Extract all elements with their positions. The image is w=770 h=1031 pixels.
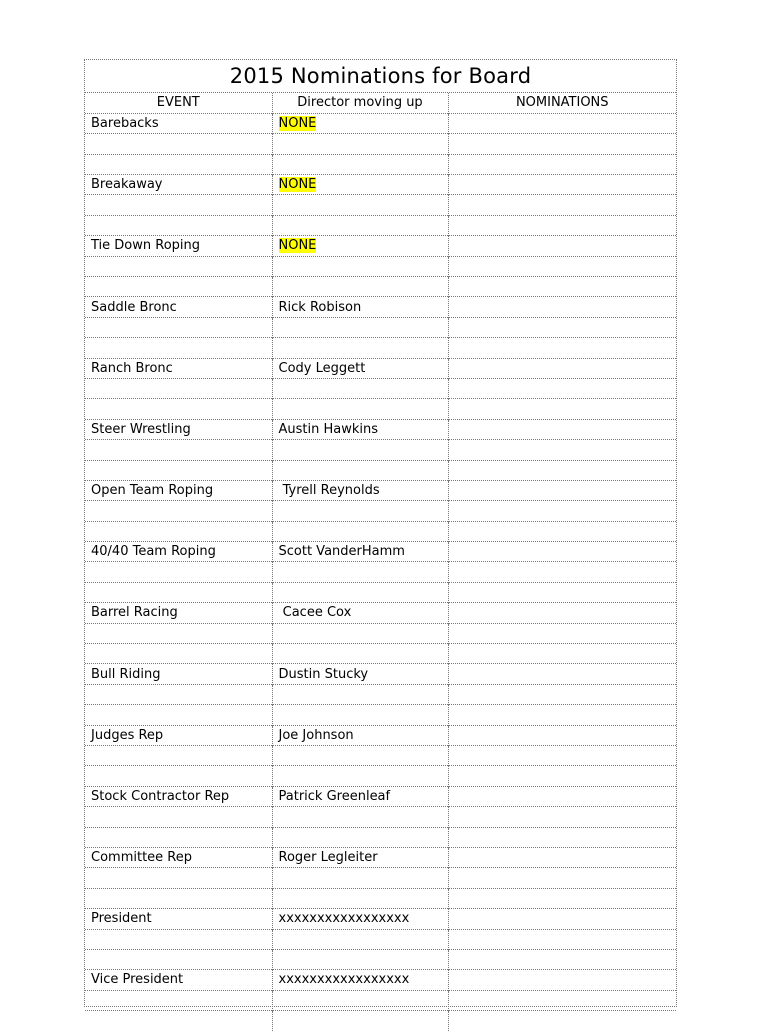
director-name: Patrick Greenleaf [278, 788, 391, 804]
blank-event-cell [85, 949, 272, 969]
table-row [85, 480, 676, 500]
blank-event-cell [85, 460, 272, 480]
blank-director-cell [272, 195, 448, 215]
blank-director-cell [272, 378, 448, 398]
director-name: NONE [278, 116, 317, 132]
blank-row [85, 807, 676, 827]
blank-row [85, 949, 676, 969]
event-cell: President [85, 909, 272, 929]
director-name: Cody Leggett [278, 360, 366, 376]
blank-event-cell [85, 807, 272, 827]
nomination-cell[interactable] [448, 603, 676, 623]
nomination-cell[interactable] [448, 664, 676, 684]
event-cell: Bull Riding [85, 664, 272, 684]
nomination-cell[interactable] [448, 358, 676, 378]
event-cell: Barrel Racing [85, 603, 272, 623]
director-cell [272, 297, 448, 317]
blank-director-cell [272, 990, 448, 1010]
blank-event-cell [85, 1011, 272, 1031]
blank-event-cell [85, 705, 272, 725]
blank-event-cell [85, 195, 272, 215]
director-cell [272, 480, 448, 500]
blank-event-cell [85, 766, 272, 786]
blank-event-cell [85, 317, 272, 337]
director-cell [272, 664, 448, 684]
blank-director-cell [272, 154, 448, 174]
blank-director-cell [272, 562, 448, 582]
blank-event-cell [85, 277, 272, 297]
header-row [85, 93, 676, 113]
blank-nomination-cell[interactable] [448, 623, 676, 643]
table-row [85, 542, 676, 562]
blank-nomination-cell[interactable] [448, 562, 676, 582]
event-cell: Steer Wrestling [85, 419, 272, 439]
blank-director-cell [272, 460, 448, 480]
blank-nomination-cell[interactable] [448, 521, 676, 541]
nomination-cell[interactable] [448, 419, 676, 439]
event-header: EVENT [156, 95, 200, 111]
director-name: NONE [278, 238, 317, 254]
blank-director-cell [272, 1011, 448, 1031]
blank-director-cell [272, 705, 448, 725]
director-name: Tyrell Reynolds [278, 483, 380, 499]
blank-nomination-cell[interactable] [448, 888, 676, 908]
blank-director-cell [272, 644, 448, 664]
blank-row [85, 154, 676, 174]
blank-nomination-cell[interactable] [448, 378, 676, 398]
table-row [85, 113, 676, 133]
blank-director-cell [272, 134, 448, 154]
blank-nomination-cell[interactable] [448, 399, 676, 419]
blank-nomination-cell[interactable] [448, 807, 676, 827]
blank-row [85, 277, 676, 297]
director-cell [272, 725, 448, 745]
event-cell: 40/40 Team Roping [85, 542, 272, 562]
event-cell: Barebacks [85, 113, 272, 133]
blank-nomination-cell[interactable] [448, 766, 676, 786]
blank-director-cell [272, 929, 448, 949]
nomination-cell[interactable] [448, 786, 676, 806]
table-row [85, 664, 676, 684]
blank-row [85, 378, 676, 398]
event-cell: Tie Down Roping [85, 236, 272, 256]
blank-row [85, 195, 676, 215]
blank-row [85, 766, 676, 786]
blank-row [85, 990, 676, 1010]
nomination-cell[interactable] [448, 297, 676, 317]
nomination-cell[interactable] [448, 542, 676, 562]
nomination-cell[interactable] [448, 909, 676, 929]
blank-row [85, 684, 676, 704]
blank-director-cell [272, 868, 448, 888]
director-name: Joe Johnson [278, 727, 354, 743]
blank-event-cell [85, 746, 272, 766]
director-cell [272, 542, 448, 562]
blank-nomination-cell[interactable] [448, 990, 676, 1010]
blank-row [85, 399, 676, 419]
blank-director-cell [272, 501, 448, 521]
blank-row [85, 888, 676, 908]
blank-nomination-cell[interactable] [448, 154, 676, 174]
blank-nomination-cell[interactable] [448, 256, 676, 276]
blank-nomination-cell[interactable] [448, 684, 676, 704]
blank-director-cell [272, 827, 448, 847]
blank-event-cell [85, 684, 272, 704]
blank-event-cell [85, 399, 272, 419]
table-row [85, 236, 676, 256]
director-header: Director moving up [272, 93, 448, 113]
blank-row [85, 256, 676, 276]
nomination-cell[interactable] [448, 236, 676, 256]
blank-row [85, 134, 676, 154]
blank-nomination-cell[interactable] [448, 582, 676, 602]
blank-event-cell [85, 868, 272, 888]
blank-nomination-cell[interactable] [448, 317, 676, 337]
blank-row [85, 623, 676, 643]
blank-nomination-cell[interactable] [448, 134, 676, 154]
blank-row [85, 215, 676, 235]
table-row [85, 297, 676, 317]
blank-event-cell [85, 582, 272, 602]
blank-event-cell [85, 521, 272, 541]
blank-director-cell [272, 338, 448, 358]
blank-row [85, 746, 676, 766]
blank-director-cell [272, 807, 448, 827]
director-cell [272, 603, 448, 623]
blank-row [85, 460, 676, 480]
blank-nomination-cell[interactable] [448, 746, 676, 766]
blank-nomination-cell[interactable] [448, 277, 676, 297]
blank-nomination-cell[interactable] [448, 195, 676, 215]
blank-director-cell [272, 256, 448, 276]
blank-nomination-cell[interactable] [448, 827, 676, 847]
blank-nomination-cell[interactable] [448, 338, 676, 358]
director-cell [272, 847, 448, 867]
table-row [85, 847, 676, 867]
blank-nomination-cell[interactable] [448, 1011, 676, 1031]
table-body [85, 93, 676, 1031]
event-cell: Ranch Bronc [85, 358, 272, 378]
blank-row [85, 501, 676, 521]
blank-event-cell [85, 378, 272, 398]
blank-nomination-cell[interactable] [448, 440, 676, 460]
blank-director-cell [272, 949, 448, 969]
blank-row [85, 868, 676, 888]
nominations-table [85, 93, 676, 1031]
blank-nomination-cell[interactable] [448, 868, 676, 888]
blank-event-cell [85, 623, 272, 643]
blank-row [85, 1011, 676, 1031]
blank-row [85, 562, 676, 582]
title-row [85, 60, 676, 93]
blank-event-cell [85, 440, 272, 460]
blank-director-cell [272, 766, 448, 786]
page-title: 2015 Nominations for Board [229, 64, 532, 88]
director-name: xxxxxxxxxxxxxxxxx [278, 911, 410, 927]
table-row [85, 909, 676, 929]
nomination-cell[interactable] [448, 175, 676, 195]
table-row [85, 603, 676, 623]
blank-event-cell [85, 134, 272, 154]
blank-event-cell [85, 929, 272, 949]
blank-row [85, 317, 676, 337]
blank-event-cell [85, 501, 272, 521]
table-row [85, 358, 676, 378]
blank-event-cell [85, 644, 272, 664]
blank-nomination-cell[interactable] [448, 215, 676, 235]
director-cell [272, 236, 448, 256]
blank-event-cell [85, 215, 272, 235]
blank-row [85, 521, 676, 541]
event-cell: Breakaway [85, 175, 272, 195]
blank-row [85, 929, 676, 949]
nominations-form [84, 59, 677, 1007]
director-cell [272, 358, 448, 378]
blank-nomination-cell[interactable] [448, 705, 676, 725]
blank-event-cell [85, 154, 272, 174]
blank-nomination-cell[interactable] [448, 929, 676, 949]
director-cell [272, 786, 448, 806]
blank-director-cell [272, 888, 448, 908]
blank-row [85, 827, 676, 847]
blank-director-cell [272, 623, 448, 643]
blank-nomination-cell[interactable] [448, 501, 676, 521]
blank-nomination-cell[interactable] [448, 460, 676, 480]
nomination-cell[interactable] [448, 725, 676, 745]
director-name: Roger Legleiter [278, 850, 378, 866]
blank-event-cell [85, 338, 272, 358]
director-name: Dustin Stucky [278, 666, 369, 682]
table-row [85, 725, 676, 745]
blank-row [85, 338, 676, 358]
blank-director-cell [272, 746, 448, 766]
blank-event-cell [85, 256, 272, 276]
blank-director-cell [272, 317, 448, 337]
blank-director-cell [272, 277, 448, 297]
director-cell [272, 909, 448, 929]
blank-director-cell [272, 399, 448, 419]
director-cell [272, 113, 448, 133]
nomination-cell[interactable] [448, 847, 676, 867]
blank-event-cell [85, 827, 272, 847]
blank-director-cell [272, 582, 448, 602]
event-cell: Open Team Roping [85, 480, 272, 500]
director-name: Scott VanderHamm [278, 544, 405, 560]
table-row [85, 970, 676, 990]
director-name: xxxxxxxxxxxxxxxxx [278, 972, 410, 988]
event-cell: Saddle Bronc [85, 297, 272, 317]
director-cell [272, 175, 448, 195]
blank-row [85, 582, 676, 602]
director-name: Austin Hawkins [278, 421, 379, 437]
table-row [85, 175, 676, 195]
director-name: Rick Robison [278, 299, 362, 315]
table-row [85, 786, 676, 806]
director-name: Cacee Cox [278, 605, 352, 621]
blank-row [85, 644, 676, 664]
blank-director-cell [272, 521, 448, 541]
nomination-cell[interactable] [448, 970, 676, 990]
nomination-cell[interactable] [448, 480, 676, 500]
blank-director-cell [272, 684, 448, 704]
director-cell [272, 419, 448, 439]
nominations-header: NOMINATIONS [448, 93, 676, 113]
event-cell: Stock Contractor Rep [85, 786, 272, 806]
event-cell: Committee Rep [85, 847, 272, 867]
blank-director-cell [272, 440, 448, 460]
director-name: NONE [278, 177, 317, 193]
blank-nomination-cell[interactable] [448, 949, 676, 969]
director-cell [272, 970, 448, 990]
table-row [85, 419, 676, 439]
blank-event-cell [85, 990, 272, 1010]
blank-event-cell [85, 888, 272, 908]
blank-nomination-cell[interactable] [448, 644, 676, 664]
blank-director-cell [272, 215, 448, 235]
nomination-cell[interactable] [448, 113, 676, 133]
event-cell: Vice President [85, 970, 272, 990]
blank-row [85, 440, 676, 460]
event-cell: Judges Rep [85, 725, 272, 745]
blank-row [85, 705, 676, 725]
blank-event-cell [85, 562, 272, 582]
